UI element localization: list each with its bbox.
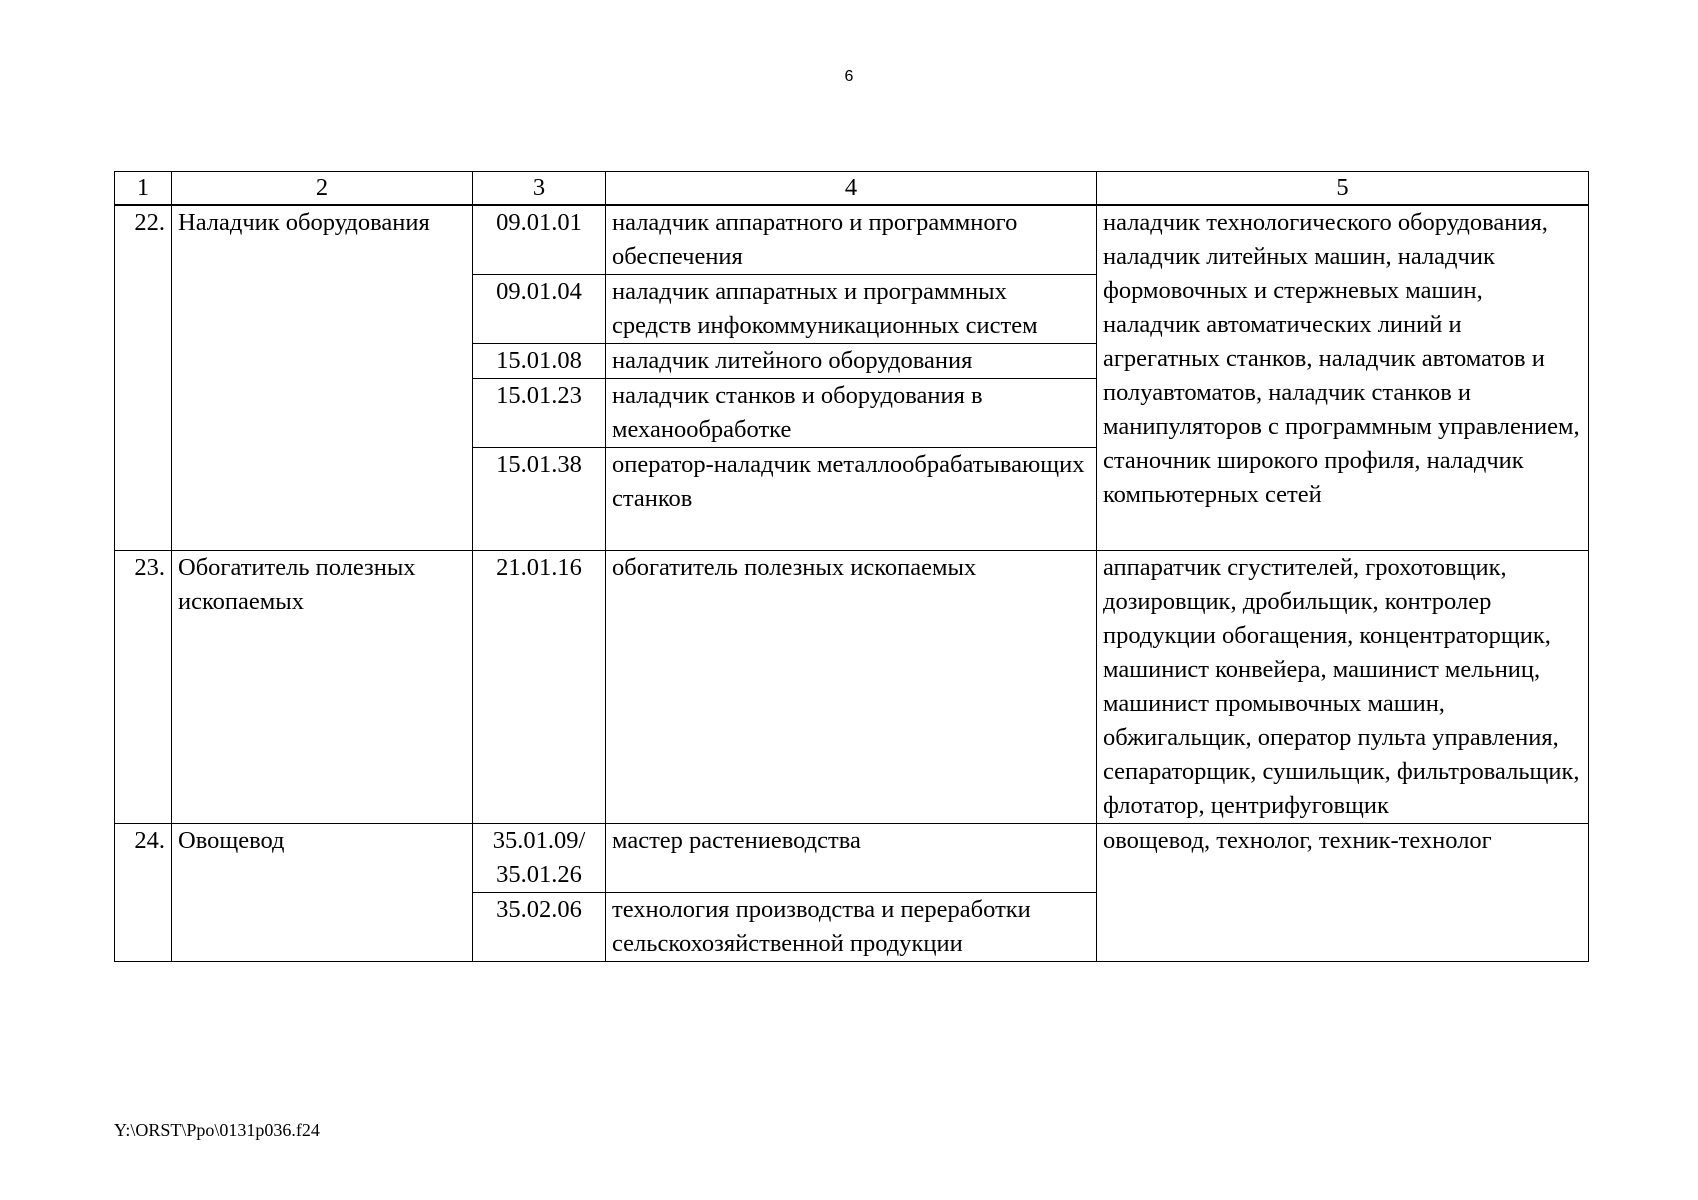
profession-name: Обогатитель полезных ископаемых: [172, 551, 473, 824]
program-name: наладчик аппаратных и программных средств инфокоммуникационных систем: [606, 275, 1097, 344]
table-row: [115, 205, 1589, 275]
table-row: [115, 551, 1589, 824]
column-header-4: 4: [606, 172, 1097, 206]
program-code: 15.01.38: [473, 448, 606, 551]
column-header-5: 5: [1097, 172, 1589, 206]
row-number: 23.: [115, 551, 172, 824]
program-name: технология производства и переработки сельскохозяйственной продукции: [606, 893, 1097, 962]
row-number: 24.: [115, 824, 172, 962]
program-name: наладчик литейного оборудования: [606, 344, 1097, 379]
program-name: наладчик станков и оборудования в механообработке: [606, 379, 1097, 448]
program-code: 35.02.06: [473, 893, 606, 962]
table-header-row: [115, 172, 1589, 206]
program-name: мастер растениеводства: [606, 824, 1097, 893]
column-header-2: 2: [172, 172, 473, 206]
program-code: 21.01.16: [473, 551, 606, 824]
program-code: 15.01.23: [473, 379, 606, 448]
program-name: оператор-наладчик металлообрабатывающих станков: [606, 448, 1097, 551]
program-code: 09.01.04: [473, 275, 606, 344]
related-professions: овощевод, технолог, техник-технолог: [1097, 824, 1589, 962]
program-code: 15.01.08: [473, 344, 606, 379]
related-professions: наладчик технологического оборудования, наладчик литейных машин, наладчик формовочных и стержневых машин, наладчик автоматических линий и агрегатных станков, наладчик автоматов и полуавтоматов, наладчик станков и манипуляторов с программным управлением, станочник широкого профиля, наладчик компьютерных сетей: [1097, 205, 1589, 551]
program-code: 09.01.01: [473, 205, 606, 275]
row-number: 22.: [115, 205, 172, 551]
program-name: наладчик аппаратного и программного обеспечения: [606, 205, 1097, 275]
program-code: 35.01.09/ 35.01.26: [473, 824, 606, 893]
column-header-1: 1: [115, 172, 172, 206]
column-header-3: 3: [473, 172, 606, 206]
profession-name: Овощевод: [172, 824, 473, 962]
file-path-footer: Y:\ORST\Ppo\0131p036.f24: [114, 1120, 320, 1140]
table-row: [115, 824, 1589, 893]
program-name: обогатитель полезных ископаемых: [606, 551, 1097, 824]
profession-name: Наладчик оборудования: [172, 205, 473, 551]
related-professions: аппаратчик сгустителей, грохотовщик, дозировщик, дробильщик, контролер продукции обогащения, концентраторщик, машинист конвейера, машинист мельниц, машинист промывочных машин, обжигальщик, оператор пульта управления, сепараторщик, сушильщик, фильтровальщик, флотатор, центрифуговщик: [1097, 551, 1589, 824]
professions-table: [114, 171, 1589, 962]
page-number: 6: [844, 68, 854, 85]
